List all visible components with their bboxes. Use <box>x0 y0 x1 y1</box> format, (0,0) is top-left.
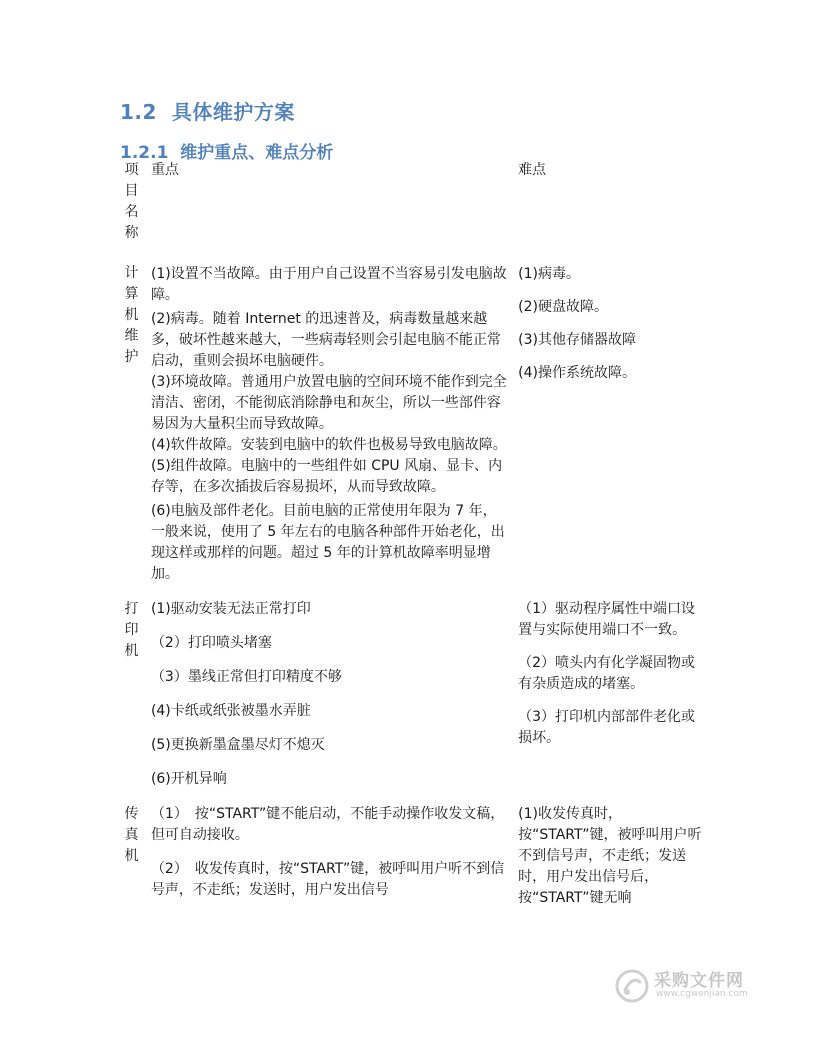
difficulty-point: (1)病毒。 <box>518 266 580 282</box>
subsection-number: 1.2.1 <box>120 143 169 163</box>
key-point: (6)开机异响 <box>150 771 227 787</box>
watermark <box>614 966 774 1006</box>
key-point: （2）打印喷头堵塞 <box>150 635 272 651</box>
maintenance-table <box>116 160 706 923</box>
row-name-printer: 打 印 机 <box>124 601 139 659</box>
difficulty-point: （1）驱动程序属性中端口设置与实际使用端口不一致。 <box>518 601 696 638</box>
difficulty-point: (1)收发传真时，按“START”键，被呼叫用户听不到信号声，不走纸；发送时，用户发出信号后，按“START”键无响 <box>518 806 702 906</box>
row-key-points <box>147 804 514 923</box>
table-header-row <box>116 160 706 260</box>
row-difficulties <box>514 804 706 923</box>
key-point: （2） 收发传真时，按“START”键，被呼叫用户听不到信号声，不走纸；发送时，用户发出信号 <box>150 861 505 898</box>
difficulty-point: （2）喷头内有化学凝固物或有杂质造成的堵塞。 <box>518 655 696 692</box>
key-point: (3)环境故障。普通用户放置电脑的空间环境不能作到完全清洁、密闭，不能彻底消除静电和灰尘，所以一些部件容易因为大量积尘而导致故障。 <box>150 374 507 432</box>
key-point: (1)驱动安装无法正常打印 <box>150 601 311 617</box>
key-point: (5)更换新墨盒墨尽灯不熄灭 <box>150 737 325 753</box>
section-heading <box>120 96 295 125</box>
row-key-points <box>147 260 514 599</box>
row-key-points <box>147 599 514 804</box>
subsection-title: 维护重点、难点分析 <box>180 143 334 163</box>
row-difficulties <box>514 599 706 804</box>
key-point: （3）墨线正常但打印精度不够 <box>150 669 342 685</box>
difficulty-point: (2)硬盘故障。 <box>518 299 608 315</box>
watermark-logo-icon <box>614 968 650 1004</box>
watermark-text: 采购文件网 <box>654 971 744 991</box>
row-difficulties <box>514 260 706 599</box>
key-point: (1)设置不当故障。由于用户自己设置不当容易引发电脑故障。 <box>150 266 507 303</box>
table-row <box>116 260 706 599</box>
header-item-name: 项 目 名 称 <box>124 162 139 241</box>
key-point: (5)组件故障。电脑中的一些组件如 CPU 风扇、显卡、内存等，在多次插拔后容易损坏，从而导致故障。 <box>150 458 503 495</box>
section-title: 具体维护方案 <box>171 100 295 124</box>
difficulty-point: (4)操作系统故障。 <box>518 365 636 381</box>
table-row <box>116 599 706 804</box>
key-point: (6)电脑及部件老化。目前电脑的正常使用年限为 7 年，一般来说，使用了 5 年左右的电脑各种部件开始老化，出现这样或那样的问题。超过 5 年的计算机故障率明显增加。 <box>150 503 505 582</box>
key-point: （1） 按“START”键不能启动，不能手动操作收发文稿，但可自动接收。 <box>150 806 505 843</box>
section-number: 1.2 <box>120 100 157 124</box>
row-name-computer: 计 算 机 维 护 <box>124 265 139 365</box>
table-row <box>116 804 706 923</box>
difficulty-point: (3)其他存储器故障 <box>518 332 636 348</box>
header-difficulties: 难点 <box>518 162 547 178</box>
watermark-url: www.cgwenjian.com <box>656 989 748 999</box>
difficulty-point: （3）打印机内部部件老化或损坏。 <box>518 709 696 746</box>
key-point: (2)病毒。随着 Internet 的迅速普及，病毒数量越来越多，破坏性越来越大，一些病毒轻则会引起电脑不能正常启动，重则会损坏电脑硬件。 <box>150 311 501 369</box>
key-point: (4)卡纸或纸张被墨水弄脏 <box>150 703 311 719</box>
key-point: (4)软件故障。安装到电脑中的软件也极易导致电脑故障。 <box>150 437 507 453</box>
row-name-fax: 传 真 机 <box>124 806 139 864</box>
header-key-points: 重点 <box>150 162 179 178</box>
